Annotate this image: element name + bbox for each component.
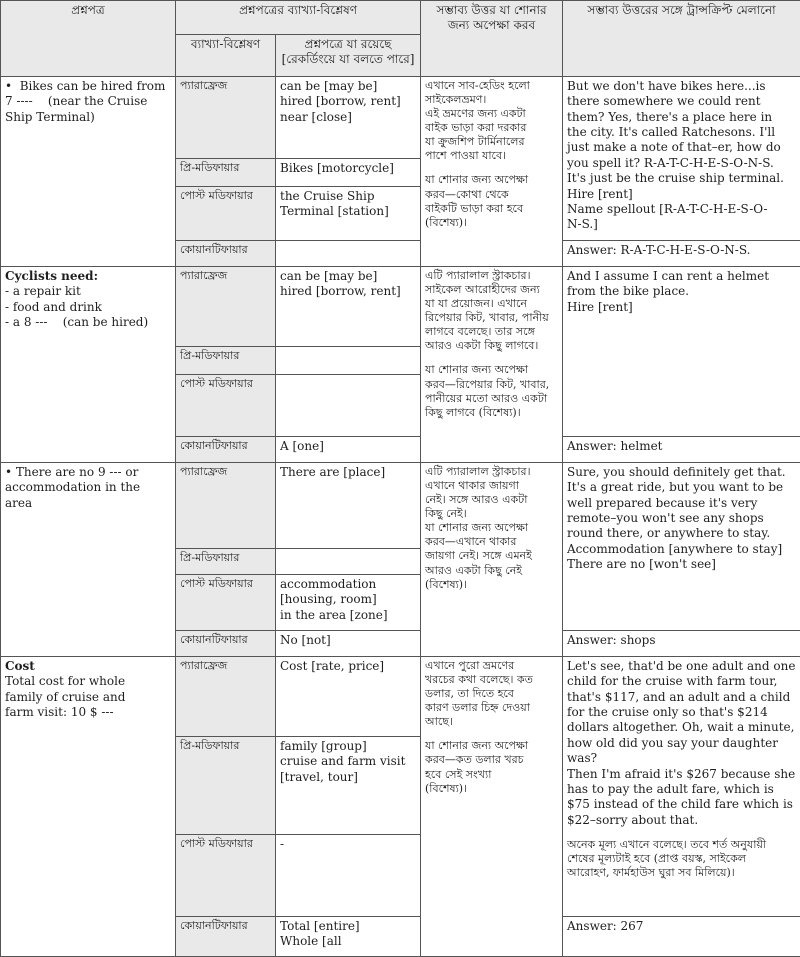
label-quantifier: কোয়ানটিফায়ার: [176, 631, 276, 657]
header-analysis: প্রশ্নপত্রের ব্যাখ্যা-বিশ্লেষণ: [176, 1, 421, 35]
question-title: Cost: [5, 659, 171, 674]
question-cell: [1, 77, 176, 267]
answer-cell: Answer: R-A-T-C-H-E-S-O-N-S.: [563, 241, 800, 267]
paraphrase-cell: can be [may be] hired [borrow, rent] near [close]: [276, 77, 421, 159]
transcript-cell: Let's see, that'd be one adult and one child for the cruise with farm tour, that's $117, and an adult and a child for the cruise only so that's $214 dollars altogether. Oh, wait a minute, how old did you say your daughter was? Then I'm afraid it's $267 because she has to pay the adult fare, which is $75 instead of the child fare which is $22–sorry about that. অনেক মূল্য এখানে বলেছে। তবে শর্ত অনুযায়ী শেষের মূল্যটাই হবে (প্রাপ্ত বয়স্ক, সাইকেল আরোহণ, ফার্মহাউস ঘুরা সব মিলিয়ে)।: [563, 657, 800, 917]
quantifier-cell: Total [entire] Whole [all: [276, 917, 421, 957]
question-cell: Cyclists need: - a repair kit - food and drink - a 8 --- (can be hired): [1, 267, 176, 463]
table-row: [1, 77, 800, 159]
label-paraphrase: প্যারাফ্রেজ: [176, 267, 276, 347]
label-pre-modifier: প্রি-মডিফায়ার: [176, 549, 276, 575]
post-modifier-cell: [276, 375, 421, 437]
label-post-modifier: পোস্ট মডিফায়ার: [176, 375, 276, 437]
question-cell: Cost Total cost for whole family of cruise and farm visit: 10 $ ---: [1, 657, 176, 957]
label-quantifier: কোয়ানটিফায়ার: [176, 241, 276, 267]
transcript-note: শেষের মূল্যটাই হবে (প্রাপ্ত বয়স্ক, সাইকেল: [567, 852, 796, 866]
question-line: 7 ---- (near the Cruise: [5, 94, 171, 109]
answer-cell: Answer: 267: [563, 917, 800, 957]
label-post-modifier: পোস্ট মডিফায়ার: [176, 575, 276, 631]
transcript-note: আরোহণ, ফার্মহাউস ঘুরা সব মিলিয়ে)।: [567, 866, 796, 880]
pre-modifier-cell: [276, 347, 421, 375]
label-post-modifier: পোস্ট মডিফায়ার: [176, 835, 276, 917]
answer-cell: Answer: shops: [563, 631, 800, 657]
post-modifier-cell: -: [276, 835, 421, 917]
label-pre-modifier: প্রি-মডিফায়ার: [176, 159, 276, 187]
transcript-cell: But we don't have bikes here...is there somewhere we could rent them? Yes, there's a place here in the city. It's called Ratchesons. I'll just make a note of that–er, how do you spell it? R-A-T-C-H-E-S-O-N-S. It's just be the cruise ship terminal. Hire [rent] Name spellout [R-A-T-C-H-E-S-O- N-S.]: [563, 77, 800, 241]
pre-modifier-cell: family [group] cruise and farm visit [travel, tour]: [276, 737, 421, 835]
transcript-note: অনেক মূল্য এখানে বলেছে। তবে শর্ত অনুযায়ী: [567, 838, 796, 852]
header-question-paper: প্রশ্নপত্র: [1, 1, 176, 77]
quantifier-cell: A [one]: [276, 437, 421, 463]
question-title: Cyclists need:: [5, 269, 171, 284]
label-post-modifier: পোস্ট মডিফায়ার: [176, 187, 276, 241]
paraphrase-cell: can be [may be] hired [borrow, rent]: [276, 267, 421, 347]
post-modifier-cell: the Cruise Ship Terminal [station]: [276, 187, 421, 241]
quantifier-cell: [276, 241, 421, 267]
post-modifier-cell: accommodation [housing, room] in the area [zone]: [276, 575, 421, 631]
transcript-cell: And I assume I can rent a helmet from the bike place. Hire [rent]: [563, 267, 800, 437]
answer-cell: Answer: helmet: [563, 437, 800, 463]
subheader-explanation: ব্যাখ্যা-বিশ্লেষণ: [176, 35, 276, 77]
expected-answer-cell: এখানে পুরো ভ্রমণের খরচের কথা বলেছে। কত ডলার, তা দিতে হবে কারণ ডলার চিহ্ন দেওয়া আছে। যা শোনার জন্য অপেক্ষা করব—কত ডলার খরচ হবে সেই সংখ্যা (বিশেষ্য)।: [421, 657, 563, 957]
quantifier-cell: No [not]: [276, 631, 421, 657]
question-line: Ship Terminal): [5, 110, 171, 125]
transcript-cell: Sure, you should definitely get that. It's a great ride, but you want to be well prepared because it's very remote–you won't see any shops round there, or anywhere to stay. Accommodation [anywhere to stay] There are no [won't see]: [563, 463, 800, 631]
paraphrase-cell: Cost [rate, price]: [276, 657, 421, 737]
table-row: [1, 267, 800, 347]
expected-answer-cell: এটি প্যারালাল স্ট্রাকচার। সাইকেল আরোহীদের জন্য যা যা প্রয়োজন। এখানে রিপেয়ার কিট, খাবার, পানীয় লাগবে বলেছে। তার সঙ্গে আরও একটা কিছু লাগবে। যা শোনার জন্য অপেক্ষা করব—রিপেয়ার কিট, খাবার, পানীয়ের মতো আরও একটা কিছু লাগবে (বিশেষ্য)।: [421, 267, 563, 463]
label-paraphrase: প্যারাফ্রেজ: [176, 463, 276, 549]
pre-modifier-cell: Bikes [motorcycle]: [276, 159, 421, 187]
question-cell: • There are no 9 --- or accommodation in the area: [1, 463, 176, 657]
header-expected-answer: সম্ভাব্য উত্তর যা শোনার জন্য অপেক্ষা করব: [421, 1, 563, 77]
label-quantifier: কোয়ানটিফায়ার: [176, 437, 276, 463]
question-line: • Bikes can be hired from: [5, 79, 171, 94]
label-pre-modifier: প্রি-মডিফায়ার: [176, 347, 276, 375]
expected-answer-cell: এখানে সাব-হেডিং হলো সাইকেলভ্রমণ। এই ভ্রমণের জন্য একটা বাইক ভাড়া করা দরকার যা ক্রুজশিপ টার্মিনালের পাশে পাওয়া যাবে। যা শোনার জন্য অপেক্ষা করব—কোথা থেকে বাইকটি ভাড়া করা হবে (বিশেষ্য)।: [421, 77, 563, 267]
paraphrase-cell: There are [place]: [276, 463, 421, 549]
table-row: [1, 657, 800, 737]
expected-answer-cell: এটি প্যারালাল স্ট্রাকচার। এখানে থাকার জায়গা নেই। সঙ্গে আরও একটা কিছু নেই। যা শোনার জন্য অপেক্ষা করব—এখানে থাকার জায়গা নেই। সঙ্গে এমনই আরও একটা কিছু নেই (বিশেষ্য)।: [421, 463, 563, 657]
pre-modifier-cell: [276, 549, 421, 575]
label-paraphrase: প্যারাফ্রেজ: [176, 657, 276, 737]
label-pre-modifier: প্রি-মডিফায়ার: [176, 737, 276, 835]
header-match-transcript: সম্ভাব্য উত্তরের সঙ্গে ট্রান্সক্রিপ্ট মেলানো: [563, 1, 800, 77]
label-paraphrase: প্যারাফ্রেজ: [176, 77, 276, 159]
subheader-in-paper: প্রশ্নপত্রে যা রয়েছে [রেকর্ডিংয়ে যা বলতে পারে]: [276, 35, 421, 77]
table-row: [1, 463, 800, 549]
label-quantifier: কোয়ানটিফায়ার: [176, 917, 276, 957]
